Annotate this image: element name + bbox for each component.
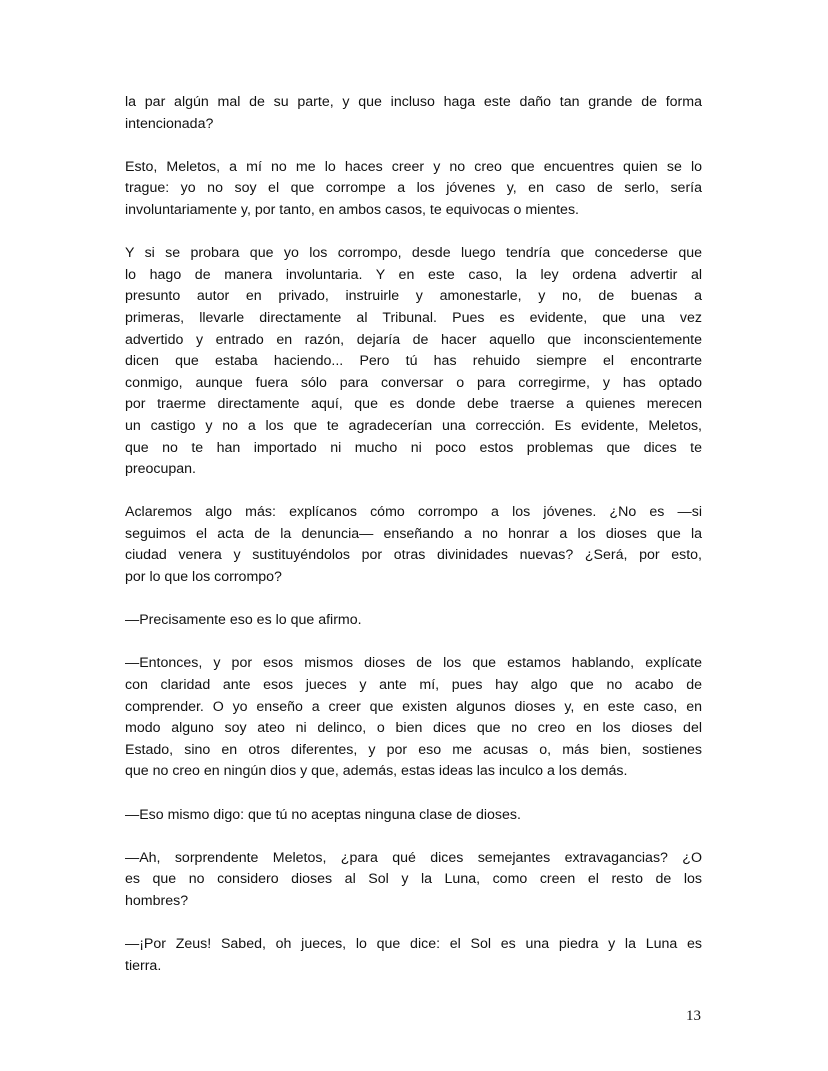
text-line: es que no considero dioses al Sol y la Luna, como creen el resto de los: [125, 871, 702, 888]
paragraph: [125, 848, 702, 913]
paragraph: [125, 610, 702, 632]
text-line: advertido y entrado en razón, dejaría de hacer aquello que inconscientemente: [125, 331, 702, 348]
text-line: lo hago de manera involuntaria. Y en este caso, la ley ordena advertir al: [125, 266, 702, 283]
text-line: tierra.: [125, 957, 162, 974]
paragraph: [125, 653, 702, 783]
paragraph: [125, 243, 702, 481]
text-line: Estado, sino en otros diferentes, y por eso me acusas o, más bien, sostienes: [125, 741, 702, 758]
text-line: que no te han importado ni mucho ni poco estos problemas que dices te: [125, 439, 702, 456]
text-line: por lo que los corrompo?: [125, 569, 282, 586]
text-line: Esto, Meletos, a mí no me lo haces creer y no creo que encuentres quien se lo: [125, 158, 702, 175]
text-line: seguimos el acta de la denuncia— enseñando a no honrar a los dioses que la: [125, 525, 702, 542]
text-line: Aclaremos algo más: explícanos cómo corrompo a los jóvenes. ¿No es —si: [125, 504, 702, 521]
text-line: hombres?: [125, 892, 189, 909]
text-line: dicen que estaba haciendo... Pero tú has rehuido siempre el encontrarte: [125, 353, 702, 370]
text-line: —¡Por Zeus! Sabed, oh jueces, lo que dice: el Sol es una piedra y la Luna es: [125, 936, 702, 953]
text-line: trague: yo no soy el que corrompe a los jóvenes y, en caso de serlo, sería: [125, 180, 702, 197]
paragraph: [125, 805, 702, 827]
page-number: 13: [686, 1008, 701, 1024]
paragraph: [125, 92, 702, 135]
text-line: involuntariamente y, por tanto, en ambos casos, te equivocas o mientes.: [125, 201, 579, 218]
paragraph: [125, 502, 702, 588]
text-line: primeras, llevarle directamente al Tribunal. Pues es evidente, que una vez: [125, 309, 702, 326]
text-line: preocupan.: [125, 461, 196, 478]
text-line: —Precisamente eso es lo que afirmo.: [125, 612, 362, 629]
paragraph: [125, 157, 702, 222]
text-line: intencionada?: [125, 115, 214, 132]
text-line: un castigo y no a los que te agradecerían una corrección. Es evidente, Meletos,: [125, 417, 702, 434]
document-body: [125, 92, 702, 999]
text-line: la par algún mal de su parte, y que incluso haga este daño tan grande de forma: [125, 94, 702, 110]
text-line: modo alguno soy ateo ni delinco, o bien dices que no creo en los dioses del: [125, 720, 702, 737]
text-line: que no creo en ningún dios y que, además, estas ideas las inculco a los demás.: [125, 763, 628, 780]
text-line: comprender. O yo enseño a creer que existen algunos dioses y, en este caso, en: [125, 698, 702, 715]
text-line: Y si se probara que yo los corrompo, desde luego tendría que concederse que: [125, 245, 702, 262]
text-line: presunto autor en privado, instruirle y amonestarle, y no, de buenas a: [125, 288, 702, 305]
paragraph: [125, 934, 702, 977]
text-line: conmigo, aunque fuera sólo para conversar o para corregirme, y has optado: [125, 374, 702, 391]
text-line: ciudad venera y sustituyéndolos por otras divinidades nuevas? ¿Será, por esto,: [125, 547, 702, 564]
text-line: por traerme directamente aquí, que es donde debe traerse a quienes merecen: [125, 396, 702, 413]
text-line: —Ah, sorprendente Meletos, ¿para qué dices semejantes extravagancias? ¿O: [125, 849, 702, 866]
text-line: con claridad ante esos jueces y ante mí, pues hay algo que no acabo de: [125, 677, 702, 694]
text-line: —Entonces, y por esos mismos dioses de los que estamos hablando, explícate: [125, 655, 702, 672]
text-line: —Eso mismo digo: que tú no aceptas ninguna clase de dioses.: [125, 806, 521, 823]
